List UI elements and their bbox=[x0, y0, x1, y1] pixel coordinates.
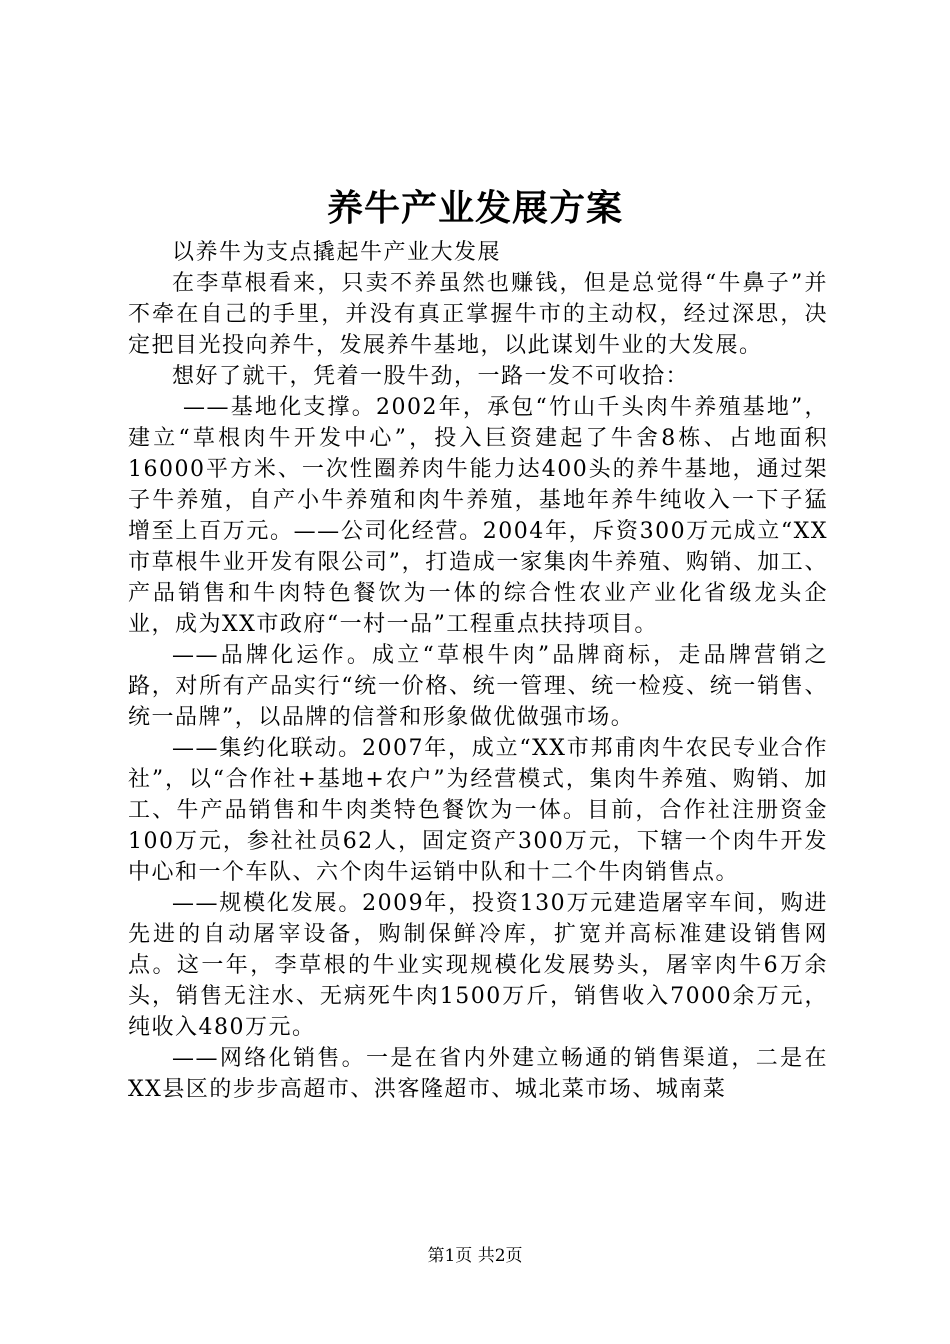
paragraph-brand: ——品牌化运作。成立“草根牛肉”品牌商标，走品牌营销之路，对所有产品实行“统一价格、统一管理、统一检疫、统一销售、统一品牌”，以品牌的信誉和形象做优做强市场。 bbox=[128, 643, 828, 730]
paragraph-network-sales: ——网络化销售。一是在省内外建立畅通的销售渠道，二是在XX县区的步步高超市、洪客隆超市、城北菜市场、城南菜 bbox=[128, 1046, 828, 1102]
page-footer: 第1页 共2页 bbox=[427, 1246, 523, 1266]
paragraph-decision: 想好了就干，凭着一股牛劲，一路一发不可收拾： bbox=[172, 364, 690, 389]
paragraph-cooperative: ——集约化联动。2007年，成立“XX市邦甫肉牛农民专业合作社”，以“合作社+基地+农户”为经营模式，集肉牛养殖、购销、加工、牛产品销售和牛肉类特色餐饮为一体。目前，合作社注册资金100万元，参社社员62人，固定资产300万元，下辖一个肉牛开发中心和一个车队、六个肉牛运销中队和十二个牛肉销售点。 bbox=[128, 736, 828, 885]
paragraph-scale: ——规模化发展。2009年，投资130万元建造屠宰车间，购进先进的自动屠宰设备，购制保鲜冷库，扩宽并高标准建设销售网点。这一年，李草根的牛业实现规模化发展势头，屠宰肉牛6万余头，销售无注水、无病死牛肉1500万斤，销售收入7000余万元，纯收入480万元。 bbox=[128, 891, 828, 1040]
paragraph-base-and-company: ——基地化支撑。2002年，承包“竹山千头肉牛养殖基地”，建立“草根肉牛开发中心”，投入巨资建起了牛舍8栋、占地面积16000平方米、一次性圈养肉牛能力达400头的养牛基地，通过架子牛养殖，自产小牛养殖和肉牛养殖，基地年养牛纯收入一下子猛增至上百万元。——公司化经营。2004年，斥资300万元成立“XX市草根牛业开发有限公司”，打造成一家集肉牛养殖、购销、加工、产品销售和牛肉特色餐饮为一体的综合性农业产业化省级龙头企业，成为XX市政府“一村一品”工程重点扶持项目。 bbox=[128, 395, 828, 637]
paragraph-subtitle: 以养牛为支点撬起牛产业大发展 bbox=[172, 240, 502, 265]
document-body bbox=[128, 237, 828, 1105]
paragraph-intro: 在李草根看来，只卖不养虽然也赚钱，但是总觉得“牛鼻子”并不牵在自己的手里，并没有真正掌握牛市的主动权，经过深思，决定把目光投向养牛，发展养牛基地，以此谋划牛业的大发展。 bbox=[128, 271, 828, 358]
document-title: 养牛产业发展方案 bbox=[326, 187, 623, 229]
